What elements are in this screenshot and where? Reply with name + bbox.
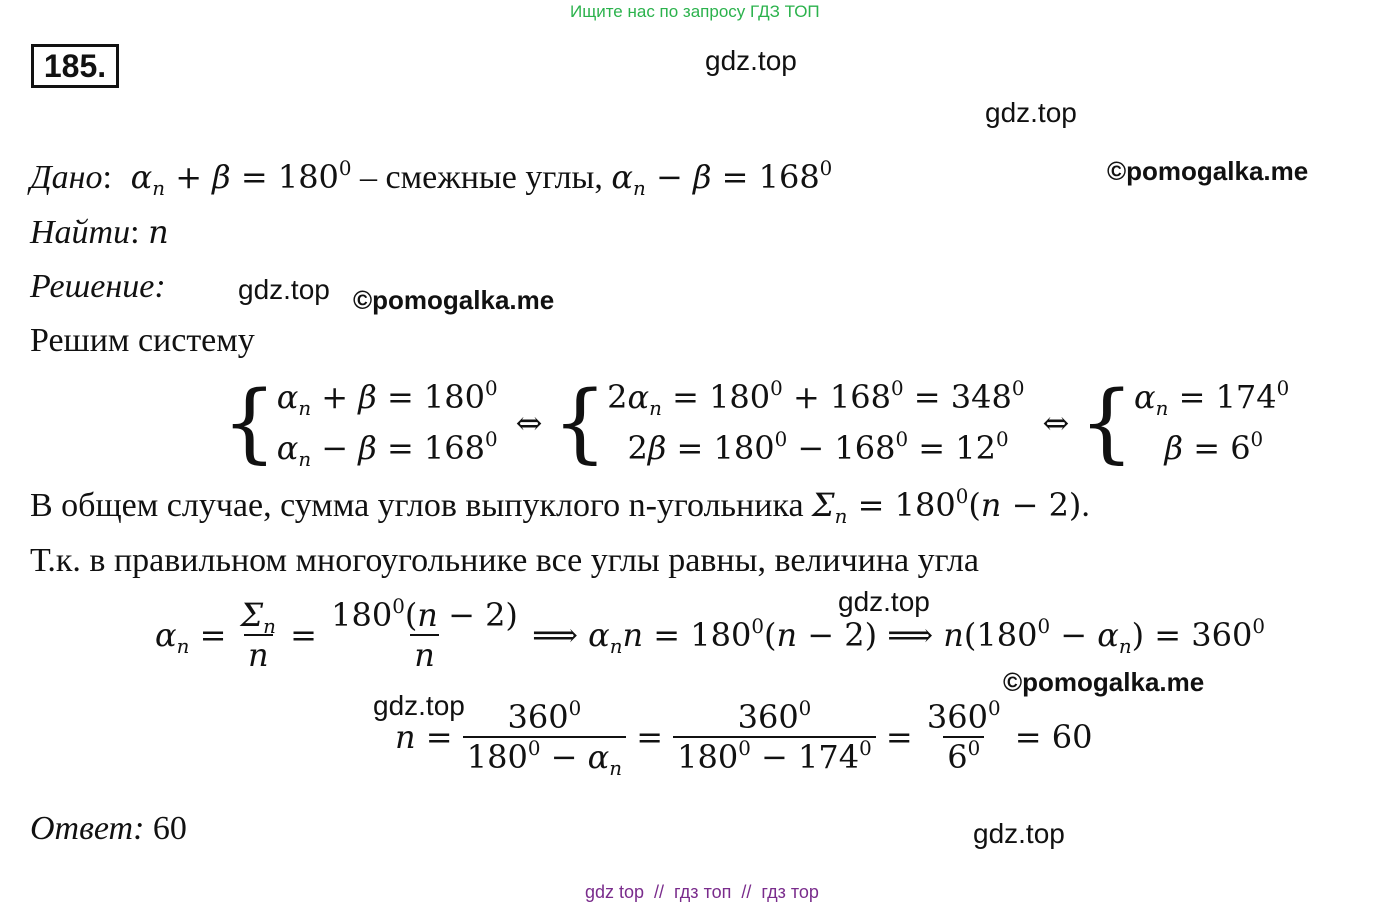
given-adjacent-text: – смежные углы, [360,159,603,196]
general-case-line: В общем случае, сумма углов выпуклого n-угольника $\Sigma_n = 180^0(n - 2)$. [30,485,1090,528]
answer-label: Ответ: [30,810,145,847]
watermark-pomogalka-1: ©pomogalka.me [1107,156,1309,186]
find-line: Найти: n [30,213,169,251]
given-label: Дано [30,159,103,196]
equation-system [222,372,1289,474]
fraction-sigma-over-n: $\frac{\Sigma_n}{n}$ [240,596,276,675]
given-equation-diff: $\alpha_n - \beta = 168^0$ [611,157,833,200]
angle-derivation: $\alpha_n$ = $\frac{\Sigma_n}{n}$ = $\frac{180^0(n - 2)}{n}$ ⟹ $\alpha_nn = 180^0(n - 2)$ ⟹ $n(180^0 - \alpha_n) = 360^0$ [155,595,1265,675]
watermark-gdz-6: gdz.top [973,818,1065,849]
system-3: $\alpha_n = 174^0$ $\beta = 6^0$ [1134,377,1290,468]
solution-label: Решение: [30,268,166,305]
left-brace-2: { [552,373,608,474]
general-case-text: В общем случае, сумма углов выпуклого n-угольника [30,487,804,524]
watermark-pomogalka-2: ©pomogalka.me [353,285,555,315]
watermark-gdz-4: gdz.top [838,586,930,617]
equivalence-2: ⇔ [1042,404,1070,443]
task-number-box [31,44,119,88]
watermark-gdz-2: gdz.top [985,97,1077,128]
footer-links: gdz top // гдз топ // гдз тор [585,882,819,902]
left-brace-3: { [1079,373,1135,474]
equivalence-1: ⇔ [515,404,543,443]
polygon-sum-formula: $\Sigma_n = 180^0(n - 2)$ [812,485,1082,528]
fraction-360-over-6: $\frac{360^0}{6^0}$ [926,697,1001,777]
find-value: n [148,213,169,251]
answer-line [30,810,187,848]
given-equation-sum: $\alpha_n + \beta = 180^0$ [130,157,352,200]
search-hint: Ищите нас по запросу ГДЗ ТОП [570,2,820,21]
regular-polygon-note: Т.к. в правильном многоугольнике все углы равны, величина угла [30,542,979,579]
watermark-gdz-3: gdz.top [238,274,330,305]
n-computation: n = $\frac{360^0}{180^0 - \alpha_n}$ = $\frac{360^0}{180^0 - 174^0}$ = $\frac{360^0}{6^0}$ = 60 [395,697,1093,781]
fraction-sum-over-n: $\frac{180^0(n - 2)}{n}$ [331,595,518,675]
watermark-gdz-5: gdz.top [373,690,465,721]
watermark-gdz-1: gdz.top [705,45,797,76]
fraction-360-over-diff: $\frac{360^0}{180^0 - \alpha_n}$ [463,698,626,777]
solve-system-text: Решим систему [30,322,255,359]
system-1: $\alpha_n + \beta = 180^0$ $\alpha_n - \beta = 168^0$ [276,377,498,472]
fraction-360-over-numeric-diff: $\frac{360^0}{180^0 - 174^0}$ [673,698,876,777]
left-brace-1: { [222,373,277,474]
find-label: Найти [30,214,131,251]
watermark-pomogalka-3: ©pomogalka.me [1003,667,1205,697]
given-line: Дано: $\alpha_n + \beta = 180^0$ – смежные углы, $\alpha_n - \beta = 168^0$ [30,157,833,200]
answer-value: 60 [152,810,187,847]
system-2: $2\alpha_n = 180^0 + 168^0 = 348^0$ $2\beta = 180^0 - 168^0 = 12^0$ [607,377,1025,468]
task-number: 185. [43,47,107,84]
